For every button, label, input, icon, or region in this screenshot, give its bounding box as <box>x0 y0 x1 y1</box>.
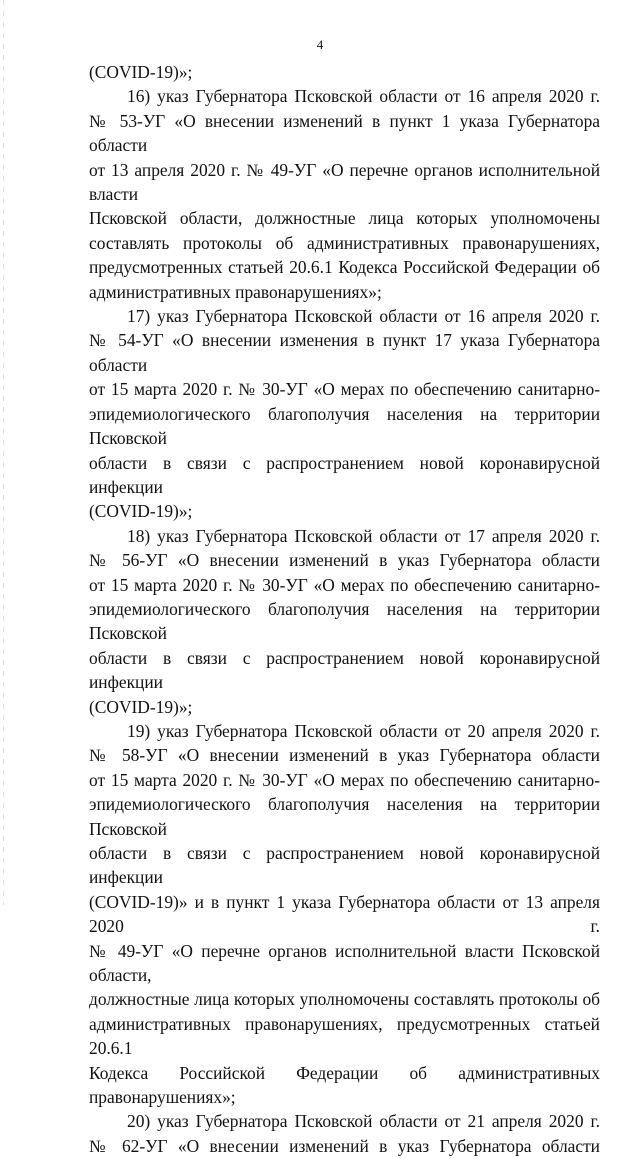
text-line: (COVID-19)»; <box>89 501 193 522</box>
text-line: (COVID-19)»; <box>89 696 193 717</box>
scan-edge-artifact <box>3 0 4 905</box>
text-line: от 15 марта 2020 г. № 30-УГ «О мерах по обеспечению санитарно- <box>89 769 600 790</box>
text-line: № 62-УГ «О внесении изменений в указ Губернатора области <box>89 1135 600 1156</box>
text-line: составлять протоколы об административных правонарушениях, <box>89 232 600 253</box>
text-line: от 15 марта 2020 г. № 30-УГ «О мерах по обеспечению санитарно- <box>89 574 600 595</box>
text-line: административных правонарушениях, предусмотренных статьей 20.6.1 <box>89 1013 600 1059</box>
text-line: от 13 апреля 2020 г. № 49-УГ «О перечне органов исполнительной власти <box>89 159 600 205</box>
text-line: № 58-УГ «О внесении изменений в указ Губернатора области <box>89 745 600 766</box>
text-line: предусмотренных статьей 20.6.1 Кодекса Российской Федерации об <box>89 257 600 278</box>
text-line: 18) указ Губернатора Псковской области от 17 апреля 2020 г. <box>127 525 600 546</box>
text-line: должностные лица которых уполномочены составлять протоколы об <box>89 989 600 1010</box>
text-line: Кодекса Российской Федерации об административных <box>89 1062 600 1083</box>
text-line: (COVID-19)» и в пункт 1 указа Губернатора области от 13 апреля 2020 г. <box>89 891 600 937</box>
text-line: области в связи с распространением новой коронавирусной инфекции <box>89 647 600 693</box>
text-line: Псковской области, должностные лица которых уполномочены <box>89 208 600 229</box>
text-line: 20) указ Губернатора Псковской области от 21 апреля 2020 г. <box>127 1111 600 1132</box>
text-line: 17) указ Губернатора Псковской области от 16 апреля 2020 г. <box>127 306 600 327</box>
text-line: 19) указ Губернатора Псковской области от 20 апреля 2020 г. <box>127 720 600 741</box>
text-line: административных правонарушениях»; <box>89 281 382 302</box>
document-body <box>89 60 600 1158</box>
text-line: эпидемиологического благополучия населения на территории Псковской <box>89 403 600 449</box>
text-line: правонарушениях»; <box>89 1087 236 1108</box>
text-line: № 54-УГ «О внесении изменения в пункт 17 указа Губернатора области <box>89 330 600 375</box>
text-line: 16) указ Губернатора Псковской области от 16 апреля 2020 г. <box>127 86 600 107</box>
text-line: № 49-УГ «О перечне органов исполнительной власти Псковской области, <box>89 940 600 986</box>
text-line: области в связи с распространением новой коронавирусной инфекции <box>89 452 600 497</box>
text-line: № 53-УГ «О внесении изменений в пункт 1 указа Губернатора области <box>89 110 600 156</box>
text-line: эпидемиологического благополучия населения на территории Псковской <box>89 794 600 839</box>
text-line: эпидемиологического благополучия населения на территории Псковской <box>89 598 600 644</box>
text-line: (COVID-19)»; <box>89 62 193 82</box>
text-line: № 56-УГ «О внесении изменений в указ Губернатора области <box>89 550 600 571</box>
text-line: области в связи с распространением новой коронавирусной инфекции <box>89 843 600 888</box>
page-number: 4 <box>316 37 324 52</box>
text-line: от 15 марта 2020 г. № 30-УГ «О мерах по обеспечению санитарно- <box>89 379 600 400</box>
